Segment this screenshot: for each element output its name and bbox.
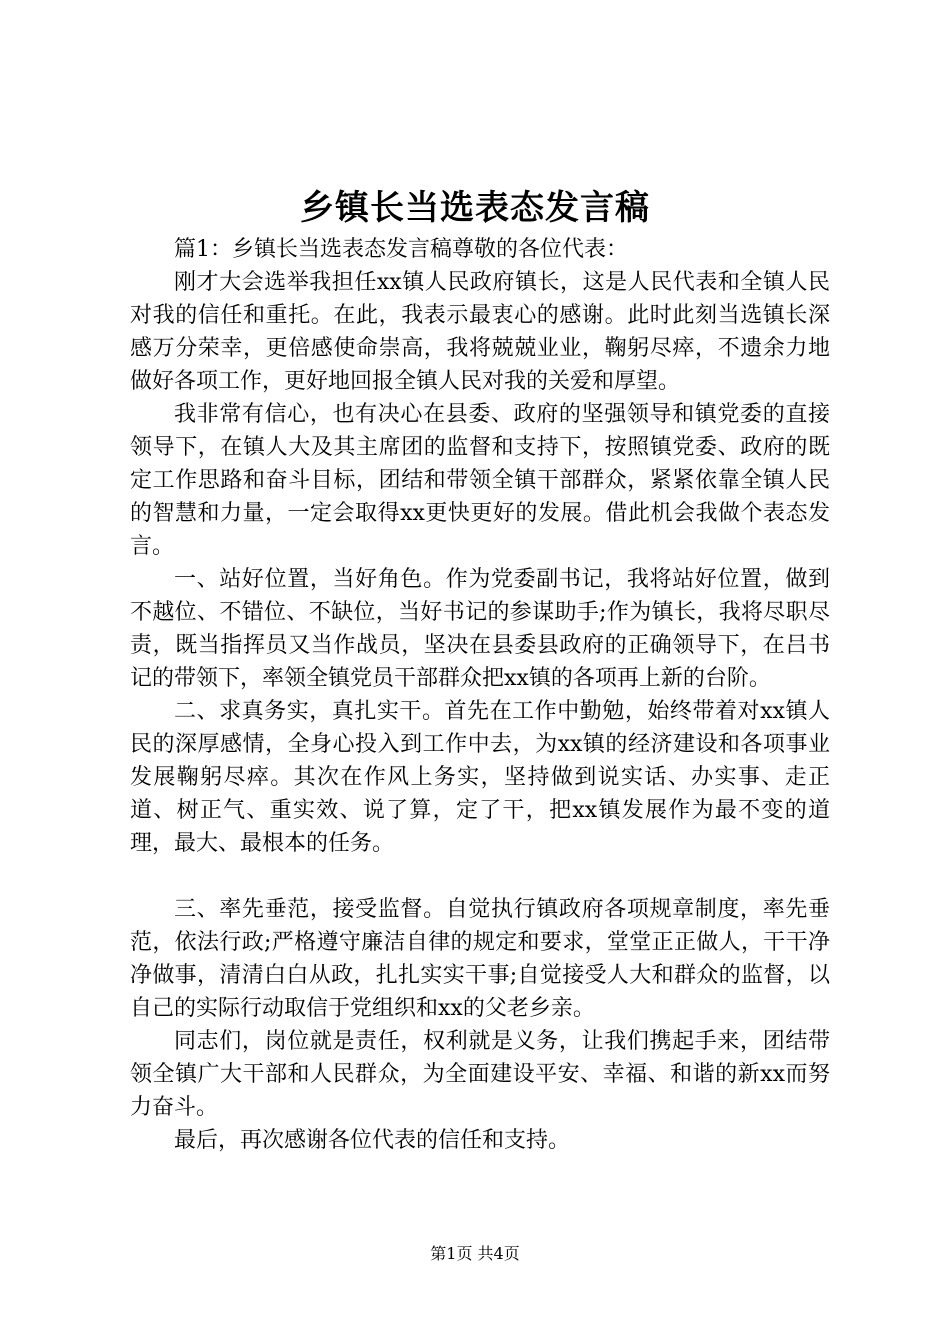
paragraph-comrades: 同志们，岗位就是责任，权利就是义务，让我们携起手来，团结带领全镇广大干部和人民群众，为全面建设平安、幸福、和谐的新xx而努力奋斗。	[130, 1029, 830, 1120]
paragraph-intro: 篇1：乡镇长当选表态发言稿尊敬的各位代表：	[174, 237, 628, 262]
paragraph-election: 刚才大会选举我担任xx镇人民政府镇长，这是人民代表和全镇人民对我的信任和重托。在此，我表示最衷心的感谢。此时此刻当选镇长深感万分荣幸，更倍感使命崇高，我将兢兢业业，鞠躬尽瘁，不遗余力地做好各项工作，更好地回报全镇人民对我的关爱和厚望。	[130, 270, 830, 394]
paragraph-point-one: 一、站好位置，当好角色。作为党委副书记，我将站好位置，做到不越位、不错位、不缺位，当好书记的参谋助手;作为镇长，我将尽职尽责，既当指挥员又当作战员，坚决在县委县政府的正确领导下，在吕书记的带领下，率领全镇党员干部群众把xx镇的各项再上新的台阶。	[130, 567, 830, 691]
paragraph-point-two: 二、求真务实，真扎实干。首先在工作中勤勉，始终带着对xx镇人民的深厚感情，全身心投入到工作中去，为xx镇的经济建设和各项事业发展鞠躬尽瘁。其次在作风上务实，坚持做到说实话、办实事、走正道、树正气、重实效、说了算，定了干，把xx镇发展作为最不变的道理，最大、最根本的任务。	[130, 699, 830, 856]
paragraph-closing: 最后，再次感谢各位代表的信任和支持。	[174, 1128, 571, 1153]
page-number: 第1页 共4页	[430, 1244, 520, 1263]
paragraph-confidence: 我非常有信心，也有决心在县委、政府的坚强领导和镇党委的直接领导下，在镇人大及其主席团的监督和支持下，按照镇党委、政府的既定工作思路和奋斗目标，团结和带领全镇干部群众，紧紧依靠全镇人民的智慧和力量，一定会取得xx更快更好的发展。借此机会我做个表态发言。	[130, 402, 830, 559]
document-title: 乡镇长当选表态发言稿	[300, 188, 650, 228]
document-body	[130, 233, 830, 1157]
paragraph-point-three: 三、率先垂范，接受监督。自觉执行镇政府各项规章制度，率先垂范，依法行政;严格遵守廉洁自律的规定和要求，堂堂正正做人，干干净净做事，清清白白从政，扎扎实实干事;自觉接受人大和群众的监督，以自己的实际行动取信于党组织和xx的父老乡亲。	[130, 897, 830, 1021]
